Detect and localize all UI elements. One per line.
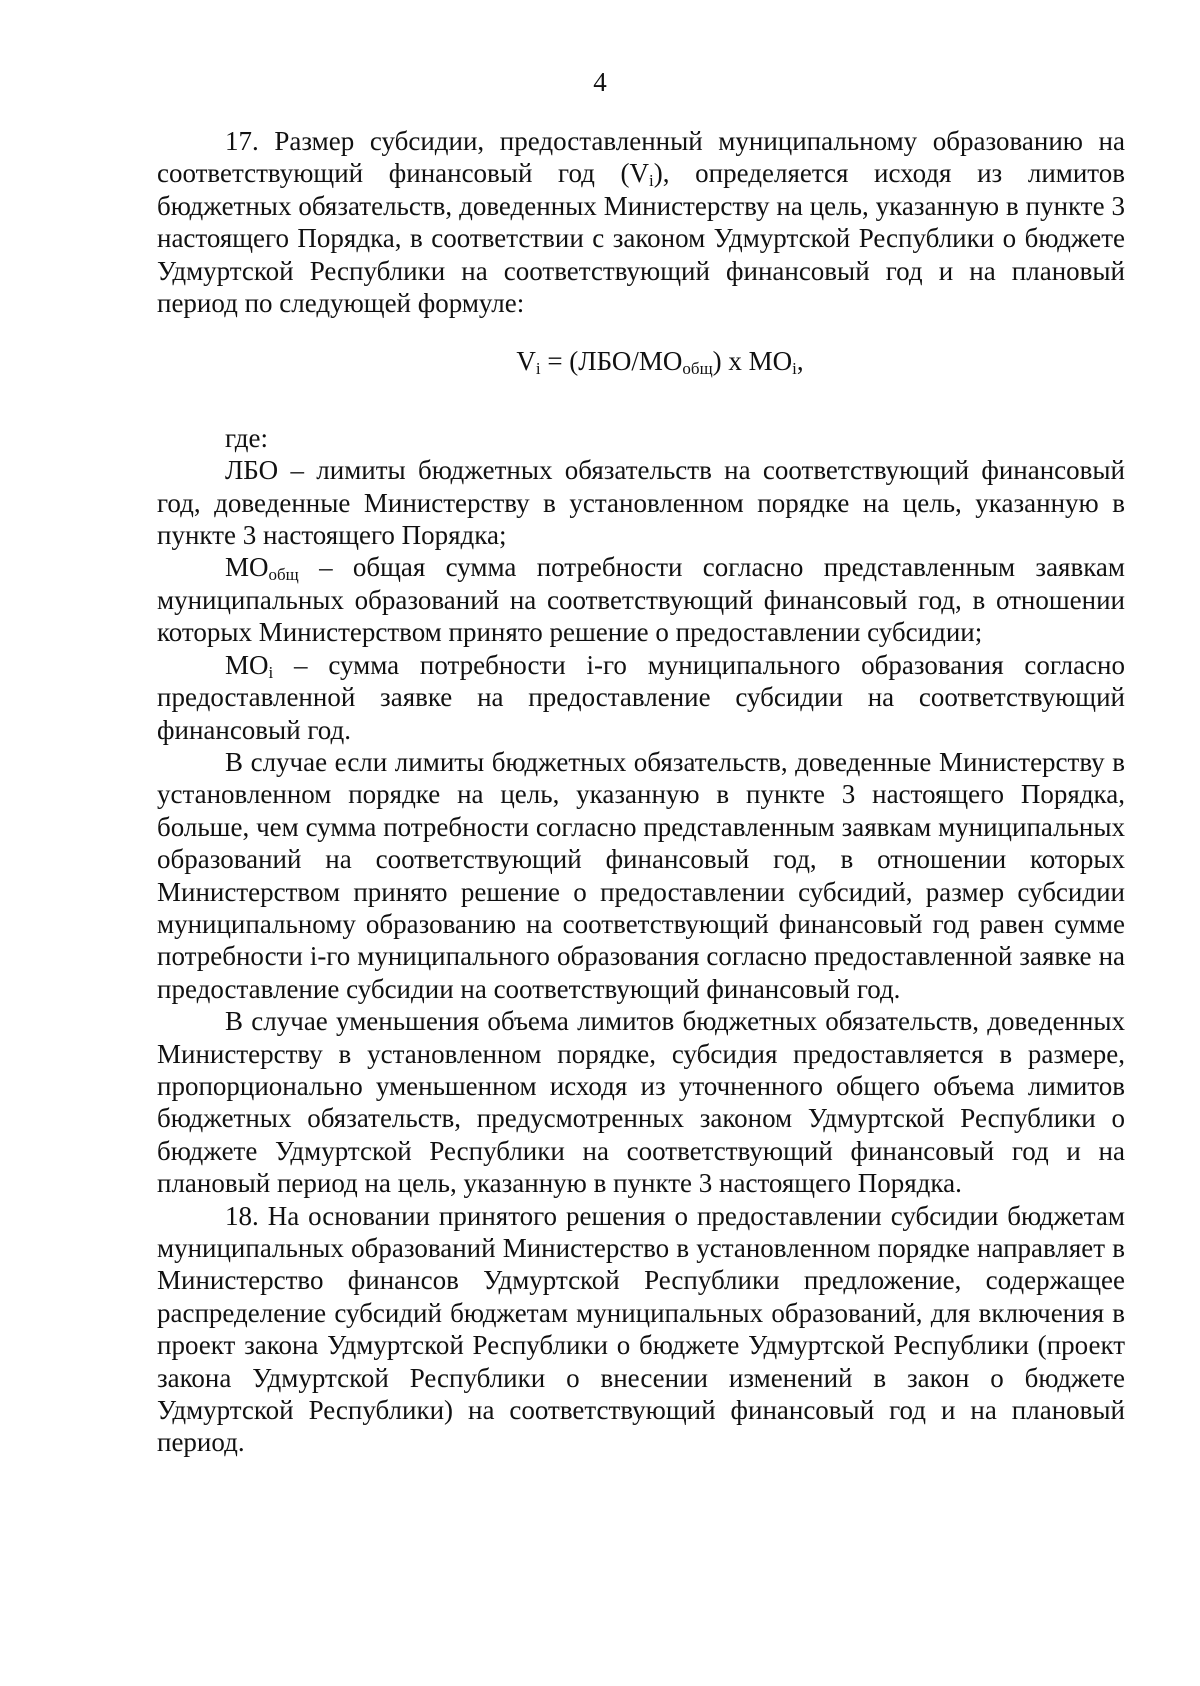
mo-i-definition xyxy=(157,649,1125,746)
lbo-definition: ЛБО – лимиты бюджетных обязательств на соответствующий финансовый год, доведенные Министерству в установленном порядке на цель, указанную в пункте 3 настоящего Порядка; xyxy=(157,455,1125,551)
formula-v-subscript: i xyxy=(535,359,541,379)
subsidy-formula xyxy=(157,345,1125,377)
mo-total-prefix: МО xyxy=(225,552,269,583)
document-body xyxy=(157,125,1125,1459)
paragraph-18: 18. На основании принятого решения о предоставлении субсидии бюджетам муниципальных образований Министерство в установленном порядке направляет в Министерство финансов Удмуртской Республики предложение, содержащее распределение субсидий бюджетам муниципальных образований, для включения в проект закона Удмуртской Республики о бюджете Удмуртской Республики (проект закона Удмуртской Республики о внесении изменений в закон о бюджете Удмуртской Республики) на соответствующий финансовый год и на плановый период. xyxy=(157,1200,1125,1458)
case-limits-greater: В случае если лимиты бюджетных обязательств, доведенные Министерству в установленном порядке на цель, указанную в пункте 3 настоящего Порядка, больше, чем сумма потребности согласно представленным заявкам муниципальных образований на соответствующий финансовый год, в отношении которых Министерством принято решение о предоставлении субсидий, размер субсидии муниципальному образованию на соответствующий финансовый год равен сумме потребности i-го муниципального образования согласно предоставленной заявке на предоставление субсидии на соответствующий финансовый год. xyxy=(157,746,1125,1004)
page-number: 4 xyxy=(593,67,607,97)
formula-middle: = (ЛБО/МО xyxy=(540,346,683,377)
mo-total-subscript: общ xyxy=(268,565,299,585)
where-label: где: xyxy=(225,422,268,453)
mo-i-subscript: i xyxy=(268,662,274,682)
mo-total-text: – общая сумма потребности согласно представленным заявкам муниципальных образований на соответствующий финансовый год, в отношении которых Министерством принято решение о предоставлении субсидии; xyxy=(157,552,1125,648)
formula-tail: ) х МО xyxy=(712,346,793,377)
formula-total-subscript: общ xyxy=(682,359,713,379)
mo-i-prefix: МО xyxy=(225,649,269,680)
formula-i-subscript: i xyxy=(792,359,797,379)
paragraph-17-text-start: 17. Размер субсидии, предоставленный муниципальному образованию на соответствующий финансовый год (V xyxy=(157,126,1125,189)
mo-i-text: – сумма потребности i-го муниципального образования согласно предоставленной заявке на предоставление субсидии на соответствующий финансовый год. xyxy=(157,649,1125,745)
paragraph-17-text-end: ), определяется исходя из лимитов бюджетных обязательств, доведенных Министерству на цель, указанную в пункте 3 настоящего Порядка, в соответствии с законом Удмуртской Республики о бюджете Удмуртской Республики на соответствующий финансовый год и на плановый период по следующей формуле: xyxy=(157,158,1126,319)
paragraph-17-subscript: i xyxy=(649,171,654,191)
case-limits-decrease: В случае уменьшения объема лимитов бюджетных обязательств, доведенных Министерству в установленном порядке, субсидия предоставляется в размере, пропорционально уменьшенном исходя из уточненного общего объема лимитов бюджетных обязательств, предусмотренных законом Удмуртской Республики о бюджете Удмуртской Республики на соответствующий финансовый год и на плановый период на цель, указанную в пункте 3 настоящего Порядка. xyxy=(157,1006,1125,1199)
formula-end: , xyxy=(796,346,804,377)
paragraph-17 xyxy=(157,125,1125,319)
formula-v: V xyxy=(516,346,536,377)
mo-total-definition xyxy=(157,551,1125,648)
